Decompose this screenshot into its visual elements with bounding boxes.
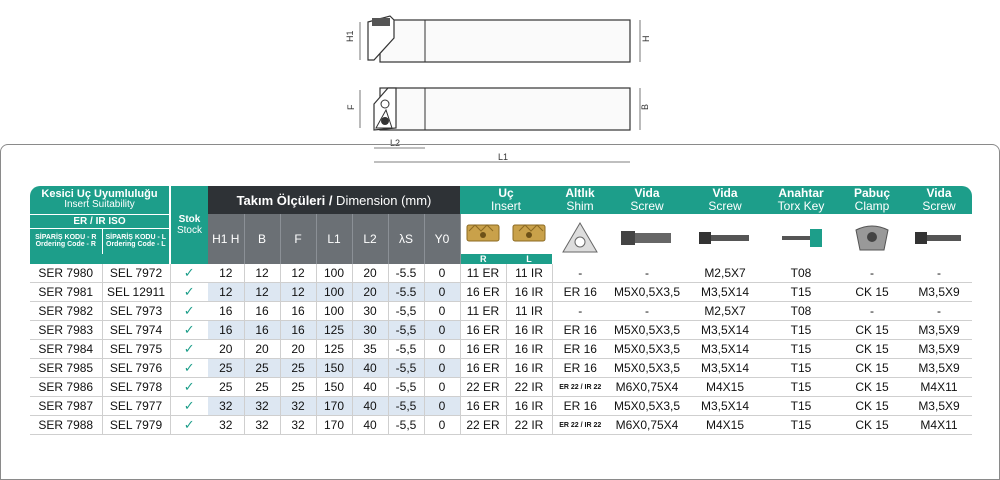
cell-code-r: SER 7986 (30, 378, 102, 397)
cell-code-r: SER 7987 (30, 397, 102, 416)
cell-l1: 125 (316, 340, 352, 359)
cell-insert-r: 16 ER (460, 340, 506, 359)
cell-insert-r: 11 ER (460, 264, 506, 283)
cell-torx-key: T08 (764, 264, 838, 283)
cell-clamp: - (838, 302, 906, 321)
torx-key-image (764, 214, 838, 264)
cell-l2: 30 (352, 302, 388, 321)
cell-l1: 100 (316, 264, 352, 283)
cell-code-r: SER 7988 (30, 416, 102, 435)
cell-lambda: -5.5 (388, 283, 424, 302)
cell-code-l: SEL 7976 (102, 359, 170, 378)
cell-y0: 0 (424, 302, 460, 321)
cell-l2: 20 (352, 283, 388, 302)
cell-shim: - (552, 264, 608, 283)
stock-check-icon: ✓ (170, 283, 208, 302)
cell-l1: 125 (316, 321, 352, 340)
cell-l1: 100 (316, 283, 352, 302)
cell-lambda: -5,5 (388, 378, 424, 397)
cell-clamp-screw: M4X15 (686, 378, 764, 397)
shim-image (552, 214, 608, 264)
table-row (30, 340, 972, 359)
cell-l2: 20 (352, 264, 388, 283)
cell-h1h: 32 (208, 416, 244, 435)
insert-r-label: R (460, 254, 506, 264)
cell-shim: ER 16 (552, 321, 608, 340)
cell-b: 16 (244, 321, 280, 340)
cell-l2: 40 (352, 397, 388, 416)
cell-code-l: SEL 7974 (102, 321, 170, 340)
shim-header: Altlık Shim (552, 186, 608, 214)
cell-clamp: CK 15 (838, 359, 906, 378)
insert-header: Uç Insert (460, 186, 552, 214)
cell-clamp: CK 15 (838, 416, 906, 435)
cell-insert-r: 22 ER (460, 378, 506, 397)
cell-code-l: SEL 7975 (102, 340, 170, 359)
cell-torx-key: T15 (764, 283, 838, 302)
cell-f: 32 (280, 397, 316, 416)
cell-b: 32 (244, 397, 280, 416)
cell-code-l: SEL 7978 (102, 378, 170, 397)
dim-h1h-header: H1 H (208, 214, 244, 264)
cell-l1: 150 (316, 378, 352, 397)
dim-b-header: B (244, 214, 280, 264)
stock-check-icon: ✓ (170, 397, 208, 416)
screw2-header: Vida Screw (686, 186, 764, 214)
stock-check-icon: ✓ (170, 378, 208, 397)
cell-insert-r: 16 ER (460, 359, 506, 378)
cell-code-r: SER 7981 (30, 283, 102, 302)
cell-y0: 0 (424, 359, 460, 378)
cell-code-l: SEL 7973 (102, 302, 170, 321)
cell-clamp-screw: M2,5X7 (686, 302, 764, 321)
cell-y0: 0 (424, 416, 460, 435)
cell-shim: ER 16 (552, 340, 608, 359)
cell-clamp-screw: M3,5X14 (686, 283, 764, 302)
cell-h1h: 32 (208, 397, 244, 416)
insert-l-label: L (506, 254, 552, 264)
dimension-header: Takım Ölçüleri / Dimension (mm) (208, 186, 460, 214)
cell-f: 12 (280, 264, 316, 283)
cell-insert-l: 16 IR (506, 397, 552, 416)
h1-label: H1 (345, 30, 355, 42)
cell-l1: 100 (316, 302, 352, 321)
cell-lambda: -5.5 (388, 264, 424, 283)
cell-code-r: SER 7982 (30, 302, 102, 321)
cell-lambda: -5,5 (388, 416, 424, 435)
cell-code-l: SEL 7972 (102, 264, 170, 283)
cell-l2: 30 (352, 321, 388, 340)
cell-insert-r: 16 ER (460, 321, 506, 340)
shim-screw-image (608, 214, 686, 264)
cell-clamp-screw2: M4X11 (906, 416, 972, 435)
cell-shim-screw: M5X0,5X3,5 (608, 283, 686, 302)
f-label: F (346, 104, 356, 110)
cell-l2: 40 (352, 416, 388, 435)
cell-h1h: 12 (208, 283, 244, 302)
cell-shim-screw: - (608, 302, 686, 321)
l2-label: L2 (390, 138, 401, 148)
cell-lambda: -5,5 (388, 397, 424, 416)
cell-clamp-screw: M2,5X7 (686, 264, 764, 283)
stock-check-icon: ✓ (170, 264, 208, 283)
clamp-header: Pabuç Clamp (838, 186, 906, 214)
cell-insert-r: 16 ER (460, 397, 506, 416)
cell-f: 25 (280, 378, 316, 397)
cell-clamp-screw: M3,5X14 (686, 397, 764, 416)
cell-b: 25 (244, 378, 280, 397)
suitability-header: Kesici Uç Uyumluluğu Insert Suitability (30, 186, 170, 214)
stock-check-icon: ✓ (170, 302, 208, 321)
cell-shim: - (552, 302, 608, 321)
cell-shim-screw: M5X0,5X3,5 (608, 397, 686, 416)
cell-clamp-screw: M4X15 (686, 416, 764, 435)
cell-code-r: SER 7984 (30, 340, 102, 359)
cell-clamp-screw2: M3,5X9 (906, 283, 972, 302)
cell-insert-l: 11 IR (506, 264, 552, 283)
cell-f: 16 (280, 302, 316, 321)
table-row (30, 378, 972, 397)
cell-b: 25 (244, 359, 280, 378)
screw3-header: Vida Screw (906, 186, 972, 214)
cell-b: 20 (244, 340, 280, 359)
table-row (30, 416, 972, 435)
cell-code-l: SEL 12911 (102, 283, 170, 302)
dim-l2-header: L2 (352, 214, 388, 264)
cell-lambda: -5,5 (388, 302, 424, 321)
insert-r-image (460, 214, 506, 254)
cell-lambda: -5,5 (388, 359, 424, 378)
cell-code-r: SER 7983 (30, 321, 102, 340)
cell-h1h: 16 (208, 321, 244, 340)
cell-shim-screw: M5X0,5X3,5 (608, 321, 686, 340)
cell-b: 12 (244, 283, 280, 302)
cell-h1h: 16 (208, 302, 244, 321)
cell-insert-l: 16 IR (506, 340, 552, 359)
cell-shim-screw: M5X0,5X3,5 (608, 340, 686, 359)
h-label: H (641, 35, 651, 42)
cell-h1h: 25 (208, 378, 244, 397)
cell-clamp-screw: M3,5X14 (686, 359, 764, 378)
cell-shim: ER 16 (552, 283, 608, 302)
cell-clamp-screw: M3,5X14 (686, 340, 764, 359)
clamp-image (838, 214, 906, 264)
table-row (30, 359, 972, 378)
cell-clamp: CK 15 (838, 340, 906, 359)
dim-l1-header: L1 (316, 214, 352, 264)
cell-shim: ER 16 (552, 397, 608, 416)
cell-b: 16 (244, 302, 280, 321)
cell-clamp: CK 15 (838, 283, 906, 302)
cell-b: 12 (244, 264, 280, 283)
cell-h1h: 12 (208, 264, 244, 283)
stock-check-icon: ✓ (170, 340, 208, 359)
cell-lambda: -5,5 (388, 340, 424, 359)
cell-torx-key: T15 (764, 340, 838, 359)
product-table (30, 186, 972, 435)
cell-f: 20 (280, 340, 316, 359)
cell-clamp-screw2: M3,5X9 (906, 321, 972, 340)
cell-l2: 35 (352, 340, 388, 359)
cell-clamp-screw2: - (906, 302, 972, 321)
cell-f: 25 (280, 359, 316, 378)
dim-lambda-header: λS (388, 214, 424, 264)
cell-f: 32 (280, 416, 316, 435)
cell-b: 32 (244, 416, 280, 435)
cell-clamp: CK 15 (838, 397, 906, 416)
cell-insert-l: 22 IR (506, 378, 552, 397)
cell-insert-l: 11 IR (506, 302, 552, 321)
clamp-screw-image (686, 214, 764, 264)
cell-l1: 170 (316, 397, 352, 416)
cell-torx-key: T15 (764, 378, 838, 397)
dim-y0-header: Y0 (424, 214, 460, 264)
stock-header: Stok Stock (170, 186, 208, 264)
cell-code-l: SEL 7977 (102, 397, 170, 416)
cell-insert-l: 16 IR (506, 283, 552, 302)
cell-insert-r: 16 ER (460, 283, 506, 302)
l1-label: L1 (498, 152, 509, 162)
cell-code-r: SER 7980 (30, 264, 102, 283)
cell-torx-key: T15 (764, 359, 838, 378)
cell-l1: 150 (316, 359, 352, 378)
cell-f: 12 (280, 283, 316, 302)
screw1-header: Vida Screw (608, 186, 686, 214)
cell-torx-key: T08 (764, 302, 838, 321)
cell-clamp-screw: M3,5X14 (686, 321, 764, 340)
cell-l1: 170 (316, 416, 352, 435)
cell-shim-screw: M5X0,5X3,5 (608, 359, 686, 378)
table-row (30, 264, 972, 283)
table-row (30, 321, 972, 340)
key-header: Anahtar Torx Key (764, 186, 838, 214)
insert-l-image (506, 214, 552, 254)
cell-torx-key: T15 (764, 321, 838, 340)
cell-clamp-screw2: M4X11 (906, 378, 972, 397)
cell-y0: 0 (424, 321, 460, 340)
cell-shim: ER 16 (552, 359, 608, 378)
cell-clamp-screw2: M3,5X9 (906, 359, 972, 378)
cell-y0: 0 (424, 340, 460, 359)
er-ir-header: ER / IR ISO (30, 214, 170, 228)
cell-y0: 0 (424, 397, 460, 416)
cell-insert-r: 22 ER (460, 416, 506, 435)
cell-l2: 40 (352, 359, 388, 378)
cell-shim: ER 22 / IR 22 (552, 378, 608, 397)
cell-insert-r: 11 ER (460, 302, 506, 321)
cell-insert-l: 16 IR (506, 359, 552, 378)
cell-f: 16 (280, 321, 316, 340)
cell-clamp: - (838, 264, 906, 283)
cell-y0: 0 (424, 264, 460, 283)
cell-shim: ER 22 / IR 22 (552, 416, 608, 435)
cell-y0: 0 (424, 283, 460, 302)
cell-h1h: 25 (208, 359, 244, 378)
cell-shim-screw: M6X0,75X4 (608, 416, 686, 435)
order-code-r-header: SİPARİŞ KODU - R Ordering Code - R (30, 228, 102, 254)
table-row (30, 397, 972, 416)
cell-l2: 40 (352, 378, 388, 397)
cell-lambda: -5,5 (388, 321, 424, 340)
cell-clamp: CK 15 (838, 378, 906, 397)
cell-clamp-screw2: M3,5X9 (906, 340, 972, 359)
cell-y0: 0 (424, 378, 460, 397)
cell-code-l: SEL 7979 (102, 416, 170, 435)
cell-insert-l: 22 IR (506, 416, 552, 435)
stock-check-icon: ✓ (170, 416, 208, 435)
table-row (30, 283, 972, 302)
cell-torx-key: T15 (764, 416, 838, 435)
clamp-screw2-image (906, 214, 972, 264)
cell-shim-screw: M6X0,75X4 (608, 378, 686, 397)
stock-check-icon: ✓ (170, 359, 208, 378)
cell-code-r: SER 7985 (30, 359, 102, 378)
cell-shim-screw: - (608, 264, 686, 283)
cell-h1h: 20 (208, 340, 244, 359)
cell-clamp: CK 15 (838, 321, 906, 340)
dim-f-header: F (280, 214, 316, 264)
cell-clamp-screw2: M3,5X9 (906, 397, 972, 416)
stock-check-icon: ✓ (170, 321, 208, 340)
cell-torx-key: T15 (764, 397, 838, 416)
order-code-l-header: SİPARİŞ KODU - L Ordering Code - L (102, 228, 170, 254)
table-row (30, 302, 972, 321)
cell-insert-l: 16 IR (506, 321, 552, 340)
cell-clamp-screw2: - (906, 264, 972, 283)
b-label: B (640, 103, 650, 110)
